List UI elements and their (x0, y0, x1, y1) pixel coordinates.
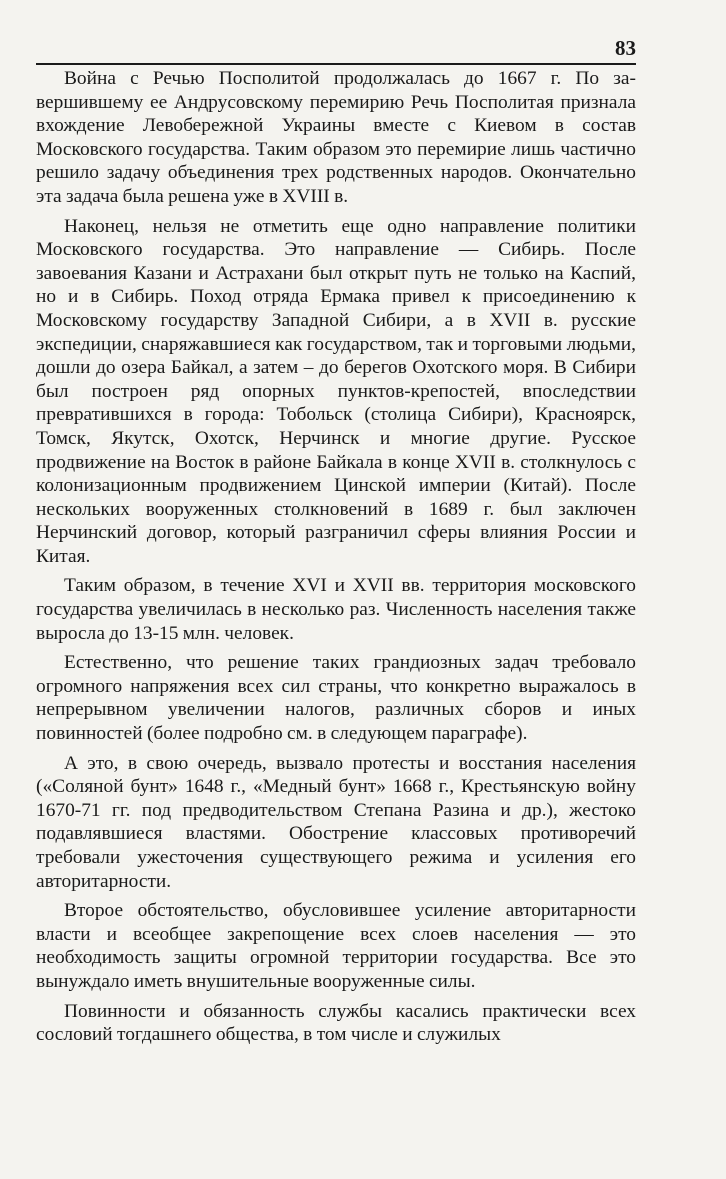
paragraph-1: Война с Речью Посполитой продолжалась до 1667 г. По завершившему ее Андрусовскому перемирию Речь Посполитая признала вхождение Левобережной Украины вместе с Киевом в состав Московского государства. Таким образом это перемирие лишь частично решило задачу объединения трех родственных народов. Окончательно эта задача была решена уже в XVIII в. (36, 68, 636, 207)
paragraph-2: Наконец, нельзя не отметить еще одно направление политики Московского государства. Это направление — Сибирь. После завоевания Казани и Астрахани был открыт путь не только на Каспий, но и в Сибирь. Поход отряда Ермака привел к присоединению к Московскому государству Западной Сибири, а в XVII в. русские экспедиции, снаряжавшиеся как государством, так и торговыми людьми, дошли до озера Байкал, а затем – до берегов Охотского моря. В Сибири был построен ряд опорных пунктов-крепостей, впоследствии превратившихся в города: Тобольск (столица Сибири), Красноярск, Томск, Якутск, Охотск, Нерчинск и многие другие. Русское продвижение на Восток в районе Байкала в конце XVII в. столкнулось с колонизационным продвижением Цинской империи (Китай). После нескольких вооруженных столкновений в 1689 г. был заключен Нерчинский договор, который разграничил сферы влияния России и Китая. (36, 215, 636, 567)
paragraph-3: Таким образом, в течение XVI и XVII вв. территория московского государства увеличилась в несколько раз. Численность населения также выросла до 13-15 млн. человек. (36, 575, 636, 644)
text-body (36, 67, 636, 1047)
page-header (36, 28, 636, 64)
paragraph-7: Повинности и обязанность службы касались практически всех сословий тогдашнего общества, в том числе и служилых (36, 1000, 636, 1046)
header-rule (36, 63, 636, 65)
paragraph-6: Второе обстоятельство, обусловившее усиление авторитарности власти и всеобщее закрепощение всех слоев населения — это необходимость защиты огромной территории государства. Все это вынуждало иметь внушительные вооруженные силы. (36, 900, 636, 992)
paragraph-4: Естественно, что решение таких грандиозных задач требовало огромного напряжения всех сил страны, что конкретно выражалось в непрерывном увеличении налогов, различных сборов и иных повинностей (более подробно см. в следующем параграфе). (36, 652, 636, 745)
book-page (36, 28, 636, 1053)
paragraph-5: А это, в свою очередь, вызвало протесты и восстания населения («Соляной бунт» 1648 г., «Медный бунт» 1668 г., Крестьянскую войну 1670-71 гг. под предводительством Степана Разина и др.), жестоко подавлявшиеся властями. Обострение классовых противоречий требовали ужесточения существующего режима и усиления его авторитарности. (36, 752, 636, 892)
page-number: 83 (615, 36, 636, 60)
